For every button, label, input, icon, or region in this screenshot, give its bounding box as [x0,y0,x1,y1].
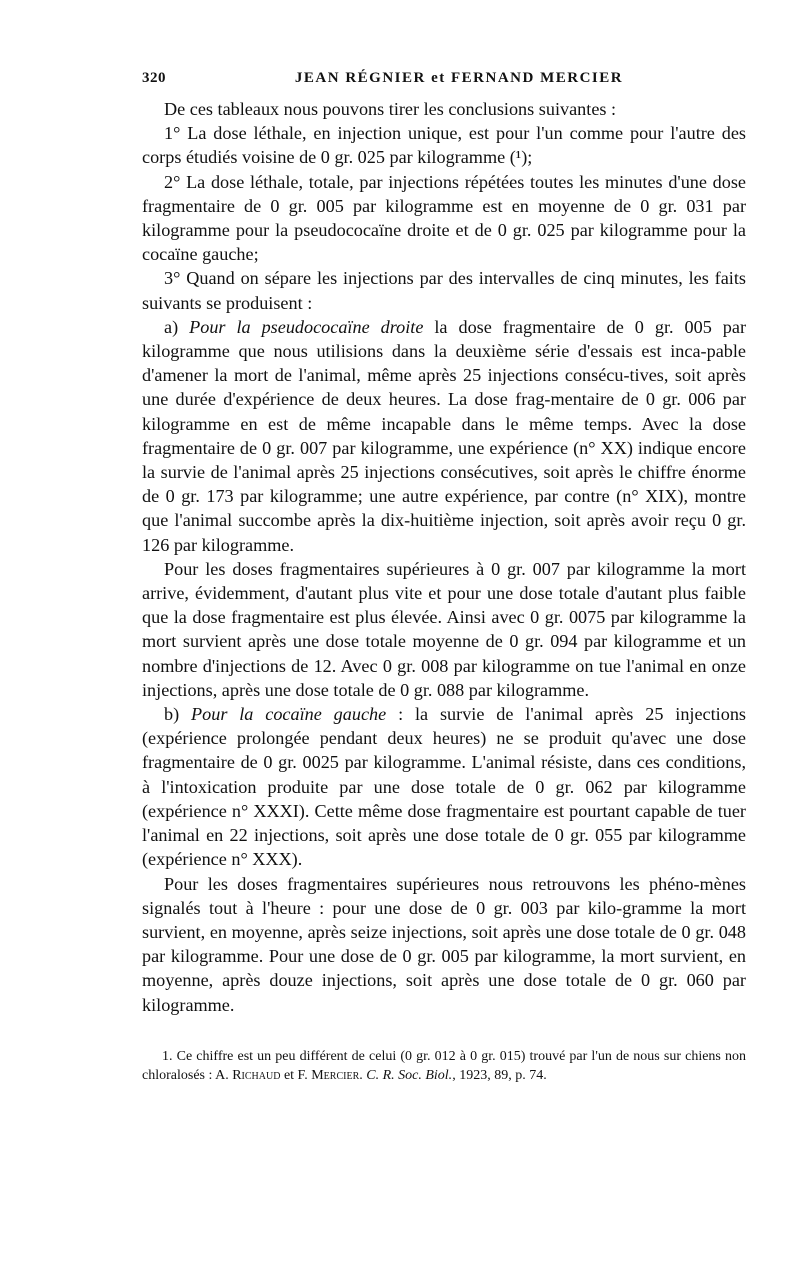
item-a-label: a) [164,316,190,337]
paragraph-item-a [142,315,746,557]
footnote-text-c: . [359,1068,367,1083]
footnote-journal: C. R. Soc. Biol. [366,1068,453,1083]
item-a-text: la dose fragmentaire de 0 gr. 005 par kilogramme que nous utilisions dans la deuxième série d'essais est inca-pable d'amener la mort de l'animal, même après 25 injections consécu-tives, soit après une durée d'expérience de deux heures. La dose frag-mentaire de 0 gr. 006 par kilogramme en est de même incapable dans le même temps. Avec la dose fragmentaire de 0 gr. 007 par kilogramme, une expérience (n° XX) indique encore la survie de l'animal après 25 injections consécutives, soit après le chiffre énorme de 0 gr. 173 par kilogramme; une autre expérience, par contre (n° XIX), montre que l'animal succombe après la dix-huitième injection, soit après avoir reçu 0 gr. 126 par kilogramme. [142,316,746,555]
footnote-author-1: Richaud [232,1068,281,1083]
running-head: JEAN RÉGNIER et FERNAND MERCIER [294,70,624,86]
paragraph-final: Pour les doses fragmentaires supérieures nous retrouvons les phéno-mènes signalés tout à l'heure : pour une dose de 0 gr. 003 par kilo-gramme la mort survient, en moyenne, après seize injections, soit après une dose totale de 0 gr. 048 par kilogramme. Pour une dose de 0 gr. 005 par kilogramme, la mort survient, en moyenne, après douze injections, soit après une dose totale de 0 gr. 060 par kilogramme. [142,873,746,1015]
footnote-text-a: 1. Ce chiffre est un peu différent de celui (0 gr. 012 à 0 gr. 015) trouvé par l'un de nous sur chiens non chloralosés : A. [142,1049,746,1083]
body-text [142,97,746,1017]
paragraph-conclusion-2: 2° La dose léthale, totale, par injections répétées toutes les minutes d'une dose fragmentaire de 0 gr. 005 par kilogramme est en moyenne de 0 gr. 031 par kilogramme pour la pseudococaïne droite et de 0 gr. 025 par kilogramme pour la cocaïne gauche; [142,171,746,265]
footnote-text-b: et F. [280,1068,312,1083]
item-b-italic: Pour la cocaïne gauche [191,704,387,725]
item-b-label: b) [164,704,192,725]
page-number: 320 [142,70,166,86]
page-header [142,70,746,96]
paragraph-intro: De ces tableaux nous pouvons tirer les conclusions suivantes : [164,99,617,119]
footnote-1 [142,1047,746,1085]
item-b-text: : la survie de l'animal après 25 injections (expérience prolongée pendant deux heures) ne se produit qu'avec une dose fragmentaire de 0 gr. 0025 par kilogramme. L'animal résiste, dans ces conditions, à l'intoxication produite par une dose totale de 0 gr. 062 par kilogramme (expérience n° XXXI). Cette même dose fragmentaire est pourtant capable de tuer l'animal en 22 injections, soit après une dose totale de 0 gr. 055 par kilogramme (expérience n° XXX). [142,704,746,870]
item-a-italic: Pour la pseudococaïne droite [189,316,424,337]
paragraph-conclusion-1: 1° La dose léthale, en injection unique, est pour l'un comme pour l'autre des corps étudiés voisine de 0 gr. 025 par kilogramme (¹); [142,123,746,168]
paragraph-conclusion-3: 3° Quand on sépare les injections par des intervalles de cinq minutes, les faits suivants se produisent : [142,268,746,313]
paragraph-higher-doses: Pour les doses fragmentaires supérieures à 0 gr. 007 par kilogramme la mort arrive, évidemment, d'autant plus vite et pour une dose totale d'autant plus faible que la dose fragmentaire est plus élevée. Ainsi avec 0 gr. 0075 par kilogramme la mort survient après une dose totale moyenne de 0 gr. 094 par kilogramme et un nombre d'injections de 12. Avec 0 gr. 008 par kilogramme on tue l'animal en onze injections, après une dose totale de 0 gr. 088 par kilogramme. [142,558,746,700]
paragraph-item-b [142,702,746,871]
footnotes [142,1047,746,1085]
footnote-text-d: , 1923, 89, p. 74. [452,1068,547,1083]
footnote-author-2: Mercier [311,1068,360,1083]
